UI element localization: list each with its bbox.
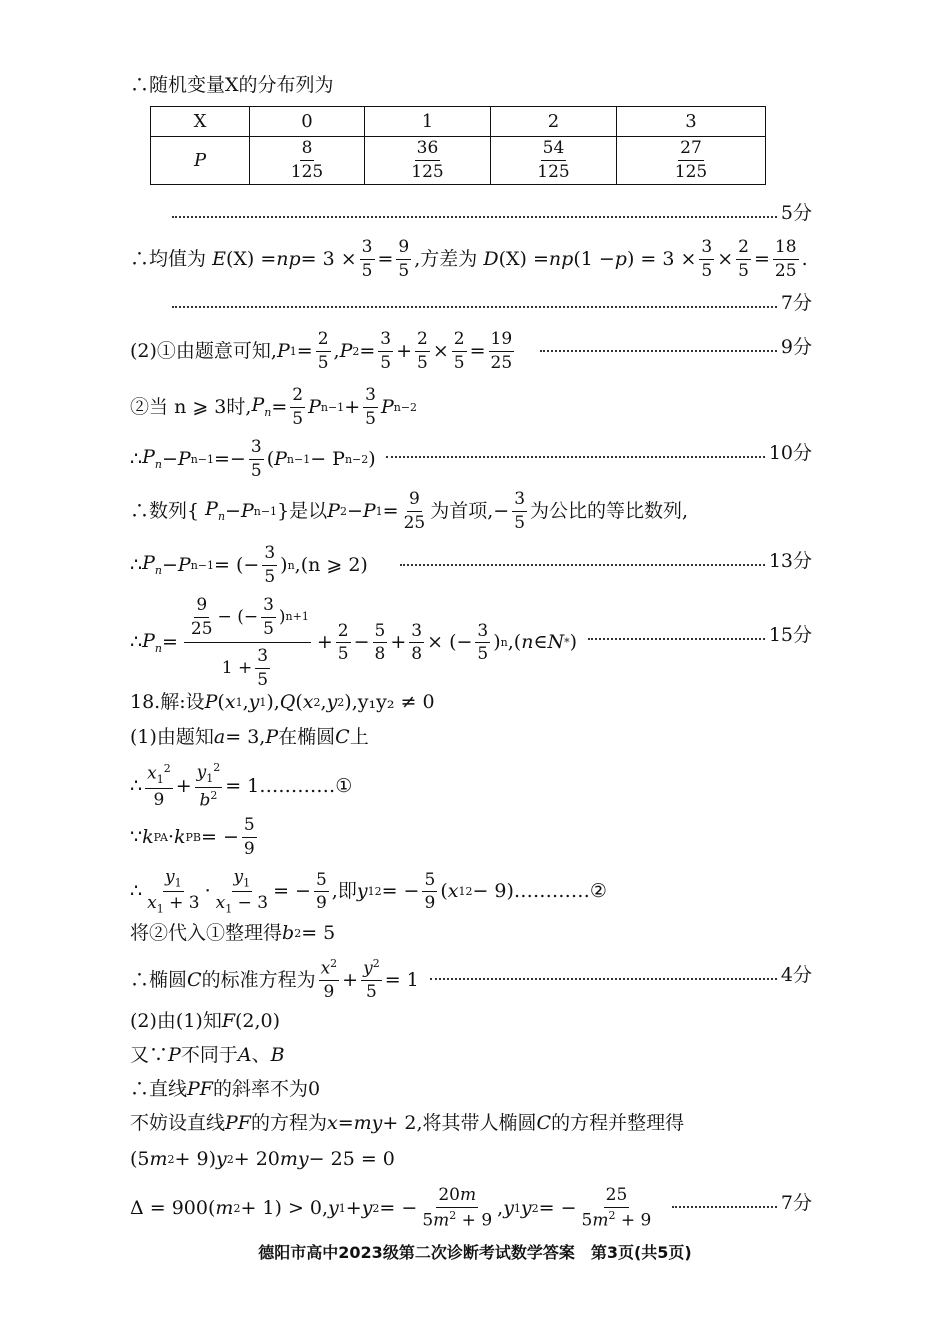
- vieta-line: Δ = 900( m 2 + 1) > 0, y 1 + y 2 = − $\frac{20m}{5m^2 + 9}$ , y 1 y 2 = − $\frac{25}{5m^2 + 9}$: [130, 1185, 652, 1231]
- score-line: [172, 294, 812, 313]
- q18-intro: 18.解:设 P ( x 1 , y 1 ), Q ( x 2 , y 2 ), y₁y₂ ≠ 0: [130, 691, 435, 713]
- distribution-table: [150, 106, 766, 185]
- general-diff-line: ∴ $P_n$ − P n−1 = (− $\frac{3}{5}$ ) n ,(n ⩾ 2): [130, 543, 368, 587]
- score-label: 7分: [780, 292, 812, 314]
- score-line: [430, 966, 812, 985]
- sequence-line: ∴数列{ $P_n$ − P n−1 }是以 P 2 − P 1 = $\frac{9}{25}$ 为首项, − $\frac{3}{5}$ 为公比的等比数列,: [130, 489, 689, 533]
- table-cell: $\frac{36}{125}$: [365, 137, 491, 185]
- score-label: 4分: [780, 964, 812, 986]
- score-label: 13分: [768, 550, 812, 572]
- table-header-cell: 3: [617, 107, 766, 137]
- slope-product: ∵ k PA · k PB = − $\frac{5}{9}$: [130, 815, 255, 859]
- table-header-cell: 0: [250, 107, 365, 137]
- table-header-cell: 1: [365, 107, 491, 137]
- dist-intro: ∴随机变量X的分布列为: [130, 74, 334, 96]
- mean-variance-line: ∴均值为 E (X) = np = 3 × $\frac{3}{5}$ = $\frac{9}{5}$ , 方差为 D (X) = np (1 − p ) = 3 × $\frac{3}{5}$ × $\frac{2}{5}$ = $\frac{18}{25}$ .: [130, 237, 808, 281]
- part2-line: (2)①由题意可知, P 1 = $\frac{2}{5}$ , P 2 = $\frac{3}{5}$ + $\frac{2}{5}$ × $\frac{2}{5}$ = $\frac{19}{25}$: [130, 329, 513, 373]
- slope-line: ∴直线 PF 的斜率不为0: [130, 1078, 321, 1100]
- not-ab-line: 又∵ P 不同于 A 、 B: [130, 1044, 285, 1066]
- ellipse-equation: ∴椭圆 C 的标准方程为 $\frac{x^2}{9}$ + $\frac{y^2}{5}$ = 1: [130, 957, 419, 1003]
- assume-line: 不妨设直线 PF 的方程为 x = my + 2, 将其带人椭圆 C 的方程并整理得: [130, 1112, 685, 1134]
- table-header-cell: 2: [491, 107, 617, 137]
- table-cell: $\frac{54}{125}$: [491, 137, 617, 185]
- score-label: 7分: [780, 1192, 812, 1214]
- difference-line: ∴ $P_n$ − P n−1 =− $\frac{3}{5}$ ( P n−1 − P n−2 ): [130, 437, 376, 481]
- substitute-line: 将②代入①整理得 b 2 = 5: [130, 922, 336, 944]
- score-label: 10分: [768, 442, 812, 464]
- focus-line: (2)由(1)知 F (2,0): [130, 1010, 281, 1032]
- table-cell: P: [151, 137, 250, 185]
- score-label: 5分: [780, 202, 812, 224]
- q18-part1: (1)由题知 a = 3, P 在椭圆 C 上: [130, 726, 369, 748]
- table-row: [151, 137, 766, 185]
- score-label: 15分: [768, 624, 812, 646]
- score-label: 9分: [780, 336, 812, 358]
- recurrence-line: ②当 n ⩾ 3时, $P_n$ = $\frac{2}{5}$ P n−1 + $\frac{3}{5}$ P n−2: [130, 385, 418, 429]
- slope-eq: ∴ $\frac{y_1}{x_1 + 3}$ · $\frac{y_1}{x_1 - 3}$ = − $\frac{5}{9}$ , 即 y 1 2 = − $\frac{5}{9}$ ( x 1 2 − 9)………… ②: [130, 867, 607, 916]
- score-line: [172, 204, 812, 223]
- score-line: [672, 1194, 812, 1213]
- table-row: [151, 107, 766, 137]
- page-footer: 德阳市高中2023级第二次诊断考试数学答案 第3页(共5页): [258, 1243, 692, 1262]
- ellipse-point-eq: ∴ $\frac{x_1^2}{9}$ + $\frac{y_1^2}{b^2}$ = 1………… ①: [130, 761, 353, 811]
- quadratic-line: (5 m 2 + 9) y 2 + 20 my − 25 = 0: [130, 1148, 395, 1170]
- score-line: [400, 552, 812, 571]
- score-line: [386, 444, 812, 463]
- general-term-line: ∴ $P_n$ = $\frac{9}{25}$ − (− $\frac{3}{5}$ ) n+1 1 + $\frac{3}{5}$ + $\frac{2}{5}$ − $\frac{5}{8}$ + $\frac{3}{8}$ × (− $\frac{3}{5}$ ) n ,( n ∈ N * ): [130, 595, 578, 691]
- score-line: [540, 338, 812, 357]
- score-line: [588, 626, 812, 645]
- table-cell: $\frac{8}{125}$: [250, 137, 365, 185]
- table-header-cell: X: [151, 107, 250, 137]
- table-cell: $\frac{27}{125}$: [617, 137, 766, 185]
